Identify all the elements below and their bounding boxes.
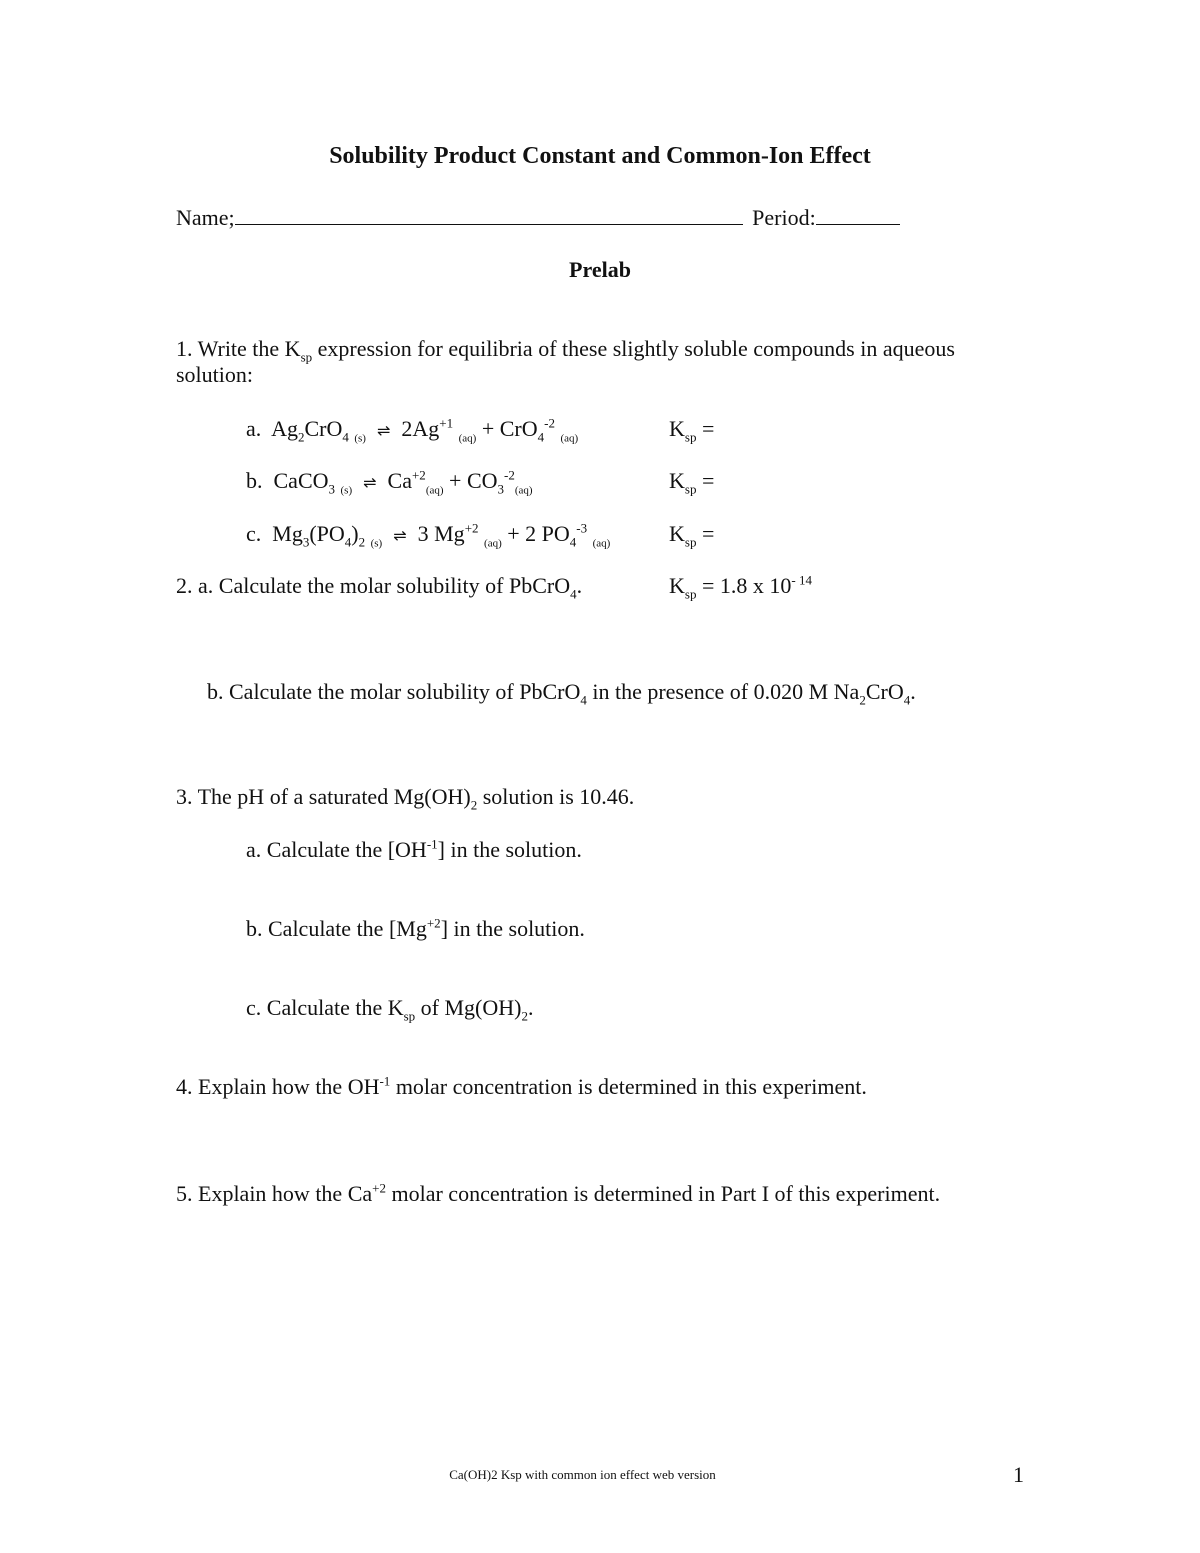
equation-b: b. CaCO$_3$ $_{(s)}$ ⇌ $Ca^{+2}_{(aq)} + CO_3^{-2}_{(aq)}$: [246, 467, 533, 497]
q3c-text: c. Calculate the $K_{sp}$ of $Mg(OH)_2$.: [246, 995, 534, 1024]
q2a-text: 2. a. Calculate the molar solubility of PbCrO$_4$.: [176, 573, 583, 602]
equation-a: a. $Ag_2CrO_4$ $_{(s)}$ ⇌ $2Ag^{+1}$ $_{(aq)}$ + CrO$_4^{-2}$ $_{(aq)}$: [246, 415, 579, 445]
q2a-ksp: $K_{sp} = 1.8$ x $10^{- 14}$: [669, 572, 812, 602]
name-field-line[interactable]: [235, 202, 743, 225]
name-label: Name;: [176, 205, 235, 230]
name-period-row: [176, 202, 900, 232]
q1-text-cont: solution:: [176, 362, 254, 387]
ksp-b: $K_{sp}$ =: [669, 468, 715, 497]
period-field-line[interactable]: [816, 202, 900, 225]
page-number: 1: [1013, 1462, 1024, 1487]
equilibrium-arrow-icon: ⇌: [376, 421, 391, 440]
equilibrium-arrow-icon: ⇌: [393, 526, 407, 545]
q2b-text: b. Calculate the molar solubility of PbCrO$_4$ in the presence of 0.020 M $Na_2CrO_4$.: [207, 679, 916, 708]
q4-text: 4. Explain how the $OH^{-1}$ molar concentration is determined in this experiment.: [176, 1073, 867, 1099]
q3-intro: 3. The pH of a saturated $Mg(OH)_2$ solution is 10.46.: [176, 784, 635, 813]
q5-text: 5. Explain how the $Ca^{+2}$ molar concentration is determined in Part I of this experiment.: [176, 1180, 941, 1206]
q3a-text: a. Calculate the $[OH^{-1}]$ in the solution.: [246, 836, 582, 862]
equation-c: c. $Mg_3(PO_4)_2$ $_{(s)}$ ⇌ 3 $Mg^{+2}$ $_{(aq)}$ + 2 $PO_4^{-3}$ $_{(aq)}$: [246, 520, 611, 550]
prelab-heading: Prelab: [569, 257, 631, 282]
footer-doc-name: Ca(OH)2 Ksp with common ion effect web version: [449, 1467, 716, 1482]
q1-text: 1. Write the $K_{sp}$ expression for equilibria of these slightly soluble compounds in aqueous: [176, 336, 955, 365]
equilibrium-arrow-icon: ⇌: [363, 473, 377, 492]
period-label: Period:: [752, 205, 816, 230]
q3b-text: b. Calculate the $[Mg^{+2}]$ in the solution.: [246, 915, 585, 941]
ksp-c: $K_{sp}$ =: [669, 521, 715, 550]
page-title: Solubility Product Constant and Common-Ion Effect: [329, 143, 871, 169]
ksp-a: $K_{sp}$ =: [669, 416, 715, 445]
